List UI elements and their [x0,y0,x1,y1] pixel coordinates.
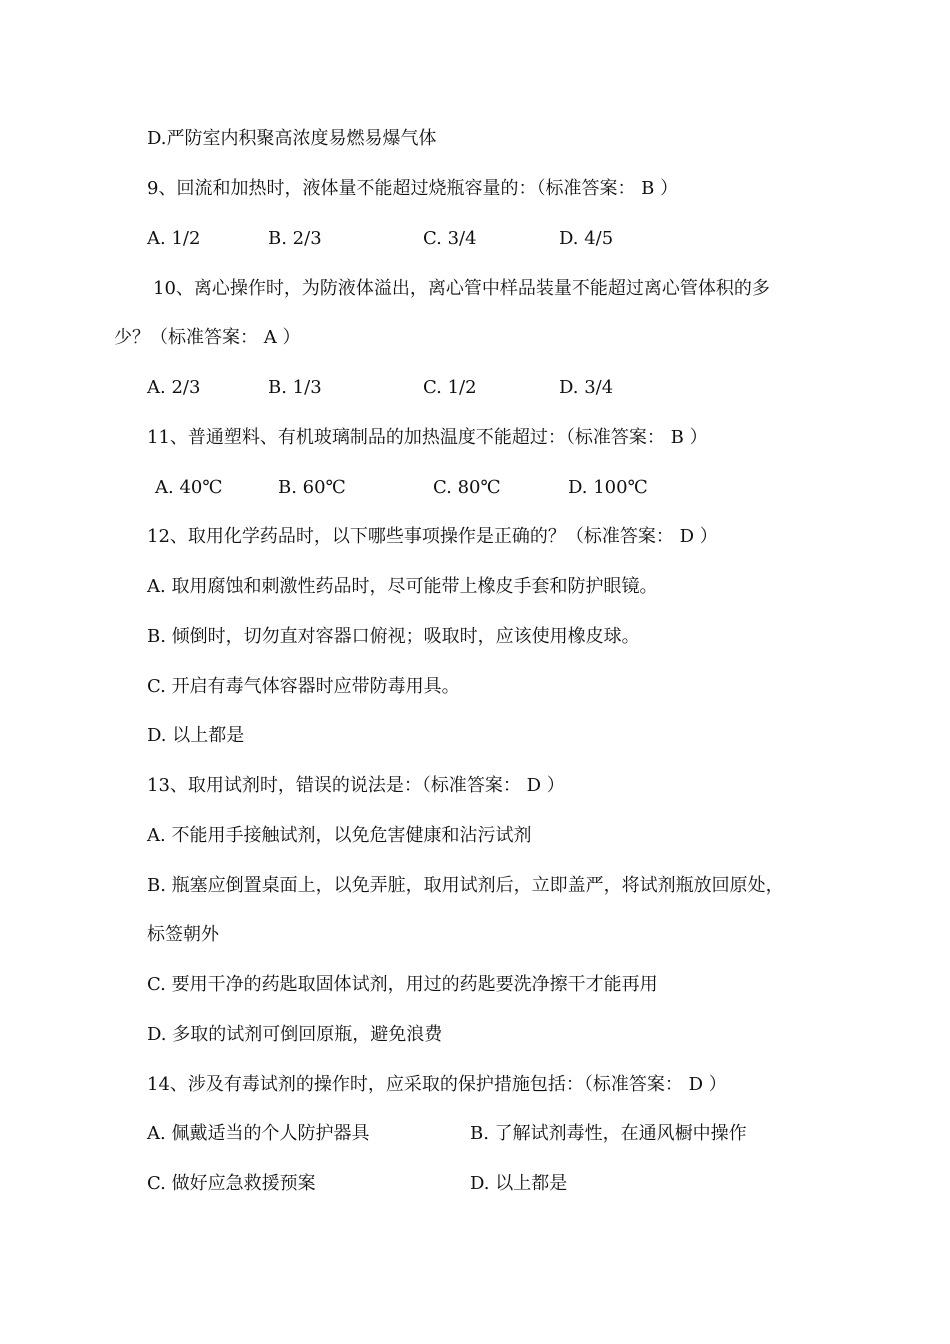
question-10: 10、离心操作时，为防液体溢出，离心管中样品装量不能超过离心管体积的多 [153,278,770,299]
q14-option-d: D. 以上都是 [470,1173,568,1194]
question-10-cont: 少？（标准答案： A ） [114,327,301,348]
question-14: 14、涉及有毒试剂的操作时，应采取的保护措施包括：（标准答案： D ） [147,1074,727,1095]
question-12: 12、取用化学药品时，以下哪些事项操作是正确的？（标准答案： D ） [147,526,718,547]
q9-option-b: B. 2/3 [268,228,322,249]
q10-option-a: A. 2/3 [147,377,201,398]
q12-option-c: C. 开启有毒气体容器时应带防毒用具。 [147,676,460,697]
q13-option-b: B. 瓶塞应倒置桌面上，以免弄脏，取用试剂后，立即盖严，将试剂瓶放回原处， [147,875,784,896]
q9-option-c: C. 3/4 [423,228,477,249]
q11-option-c: C. 80℃ [433,477,501,498]
q12-option-d: D. 以上都是 [147,725,245,746]
q14-option-a: A. 佩戴适当的个人防护器具 [147,1123,370,1144]
q13-option-b-cont: 标签朝外 [147,924,219,945]
question-11: 11、普通塑料、有机玻璃制品的加热温度不能超过：（标准答案： B ） [147,427,708,448]
q10-option-c: C. 1/2 [423,377,477,398]
q13-option-a: A. 不能用手接触试剂，以免危害健康和沾污试剂 [147,825,532,846]
q11-option-a: A. 40℃ [155,477,223,498]
q14-option-c: C. 做好应急救援预案 [147,1173,316,1194]
q8-option-d: D.严防室内积聚高浓度易燃易爆气体 [147,128,437,149]
q9-option-a: A. 1/2 [147,228,201,249]
q10-option-b: B. 1/3 [268,377,322,398]
q12-option-b: B. 倾倒时，切勿直对容器口俯视；吸取时，应该使用橡皮球。 [147,626,640,647]
q11-option-b: B. 60℃ [278,477,346,498]
q12-option-a: A. 取用腐蚀和刺激性药品时，尽可能带上橡皮手套和防护眼镜。 [147,576,658,597]
q13-option-c: C. 要用干净的药匙取固体试剂，用过的药匙要洗净擦干才能再用 [147,974,658,995]
q11-option-d: D. 100℃ [568,477,648,498]
q14-option-b: B. 了解试剂毒性，在通风橱中操作 [470,1123,747,1144]
question-13: 13、取用试剂时，错误的说法是：（标准答案： D ） [147,775,565,796]
q13-option-d: D. 多取的试剂可倒回原瓶，避免浪费 [147,1024,443,1045]
question-9: 9、回流和加热时，液体量不能超过烧瓶容量的：（标准答案： B ） [147,178,679,199]
q9-option-d: D. 4/5 [559,228,614,249]
q10-option-d: D. 3/4 [559,377,614,398]
